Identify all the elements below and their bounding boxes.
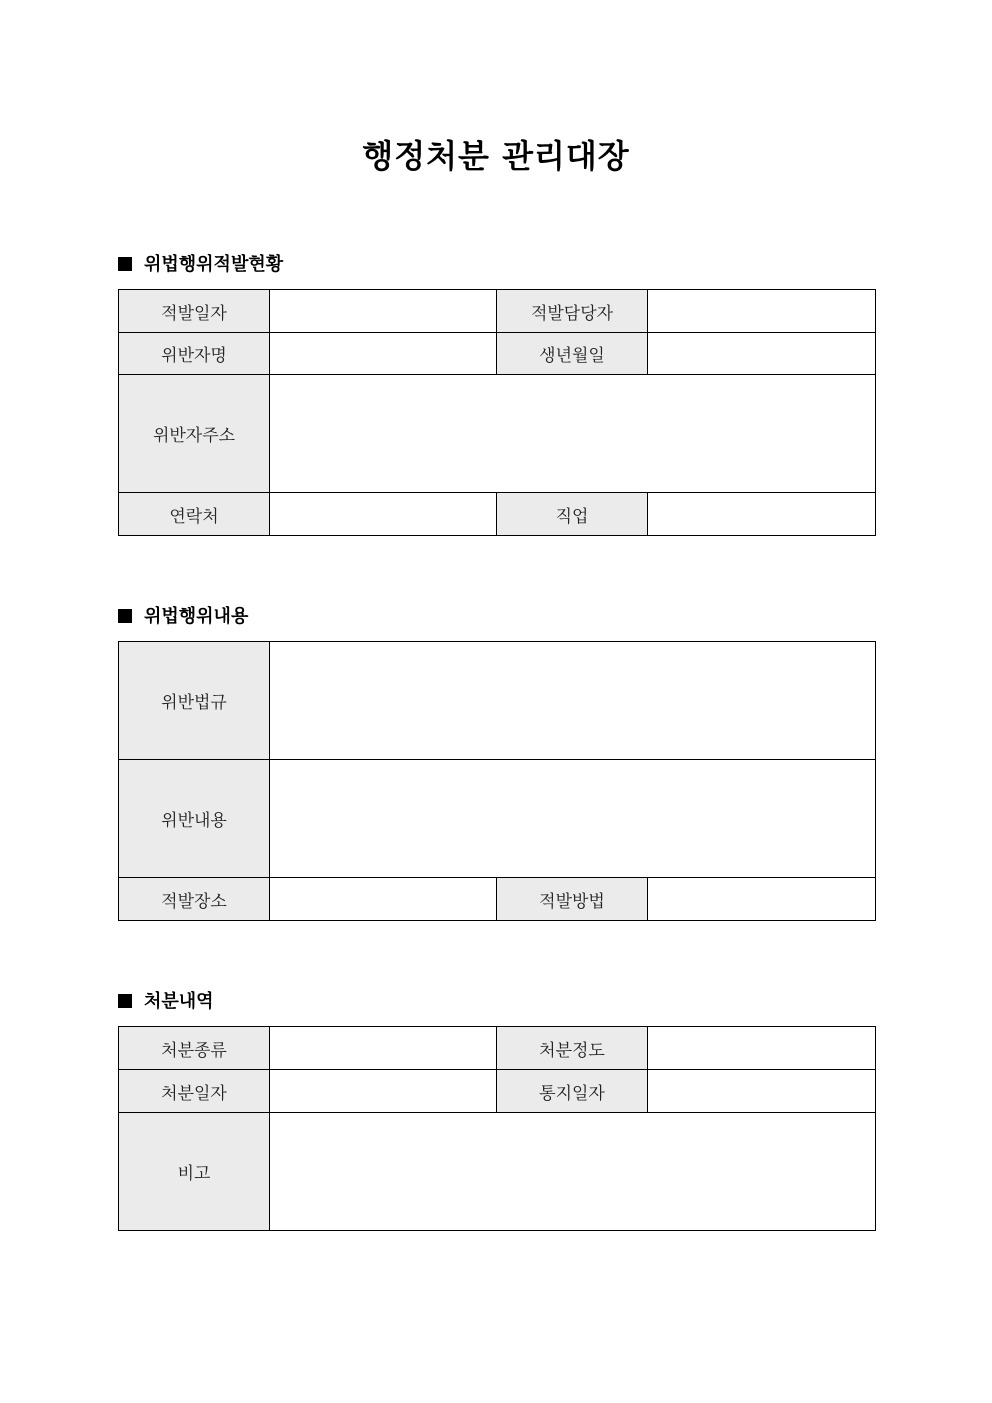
occupation-label: 직업 — [497, 493, 648, 536]
section-heading-violation-status — [118, 252, 283, 278]
violation-content-table — [118, 641, 876, 921]
table-row — [119, 290, 876, 333]
detect-method-field[interactable] — [648, 878, 876, 921]
occupation-field[interactable] — [648, 493, 876, 536]
table-row — [119, 375, 876, 493]
section-heading-label: 위법행위적발현황 — [144, 254, 284, 275]
detect-date-label: 적발일자 — [119, 290, 270, 333]
section-heading-violation-content — [118, 604, 248, 630]
violation-status-table — [118, 289, 876, 536]
table-row — [119, 1027, 876, 1070]
disposition-date-label: 처분일자 — [119, 1070, 270, 1113]
contact-field[interactable] — [270, 493, 497, 536]
notice-date-field[interactable] — [648, 1070, 876, 1113]
table-row — [119, 1070, 876, 1113]
violator-address-label: 위반자주소 — [119, 375, 270, 493]
square-bullet-icon — [118, 257, 132, 271]
section-heading-label: 처분내역 — [144, 991, 214, 1012]
section-heading-label: 위법행위내용 — [144, 606, 249, 627]
square-bullet-icon — [118, 609, 132, 623]
table-row — [119, 333, 876, 375]
disposition-date-field[interactable] — [270, 1070, 497, 1113]
section-heading-disposition — [118, 989, 214, 1015]
notice-date-label: 통지일자 — [497, 1070, 648, 1113]
table-row — [119, 642, 876, 760]
table-row — [119, 493, 876, 536]
contact-label: 연락처 — [119, 493, 270, 536]
detect-officer-label: 적발담당자 — [497, 290, 648, 333]
table-row — [119, 760, 876, 878]
detect-place-field[interactable] — [270, 878, 497, 921]
remarks-label: 비고 — [119, 1113, 270, 1231]
violator-name-field[interactable] — [270, 333, 497, 375]
detect-officer-field[interactable] — [648, 290, 876, 333]
remarks-field[interactable] — [270, 1113, 876, 1231]
square-bullet-icon — [118, 994, 132, 1008]
violated-law-field[interactable] — [270, 642, 876, 760]
detect-date-field[interactable] — [270, 290, 497, 333]
disposition-degree-label: 처분정도 — [497, 1027, 648, 1070]
violated-law-label: 위반법규 — [119, 642, 270, 760]
disposition-type-label: 처분종류 — [119, 1027, 270, 1070]
disposition-type-field[interactable] — [270, 1027, 497, 1070]
table-row — [119, 1113, 876, 1231]
violation-content-field[interactable] — [270, 760, 876, 878]
disposition-degree-field[interactable] — [648, 1027, 876, 1070]
violator-name-label: 위반자명 — [119, 333, 270, 375]
violation-content-label: 위반내용 — [119, 760, 270, 878]
detect-method-label: 적발방법 — [497, 878, 648, 921]
page-title: 행정처분 관리대장 — [362, 137, 630, 175]
birth-date-field[interactable] — [648, 333, 876, 375]
table-row — [119, 878, 876, 921]
birth-date-label: 생년월일 — [497, 333, 648, 375]
disposition-table — [118, 1026, 876, 1231]
violator-address-field[interactable] — [270, 375, 876, 493]
detect-place-label: 적발장소 — [119, 878, 270, 921]
